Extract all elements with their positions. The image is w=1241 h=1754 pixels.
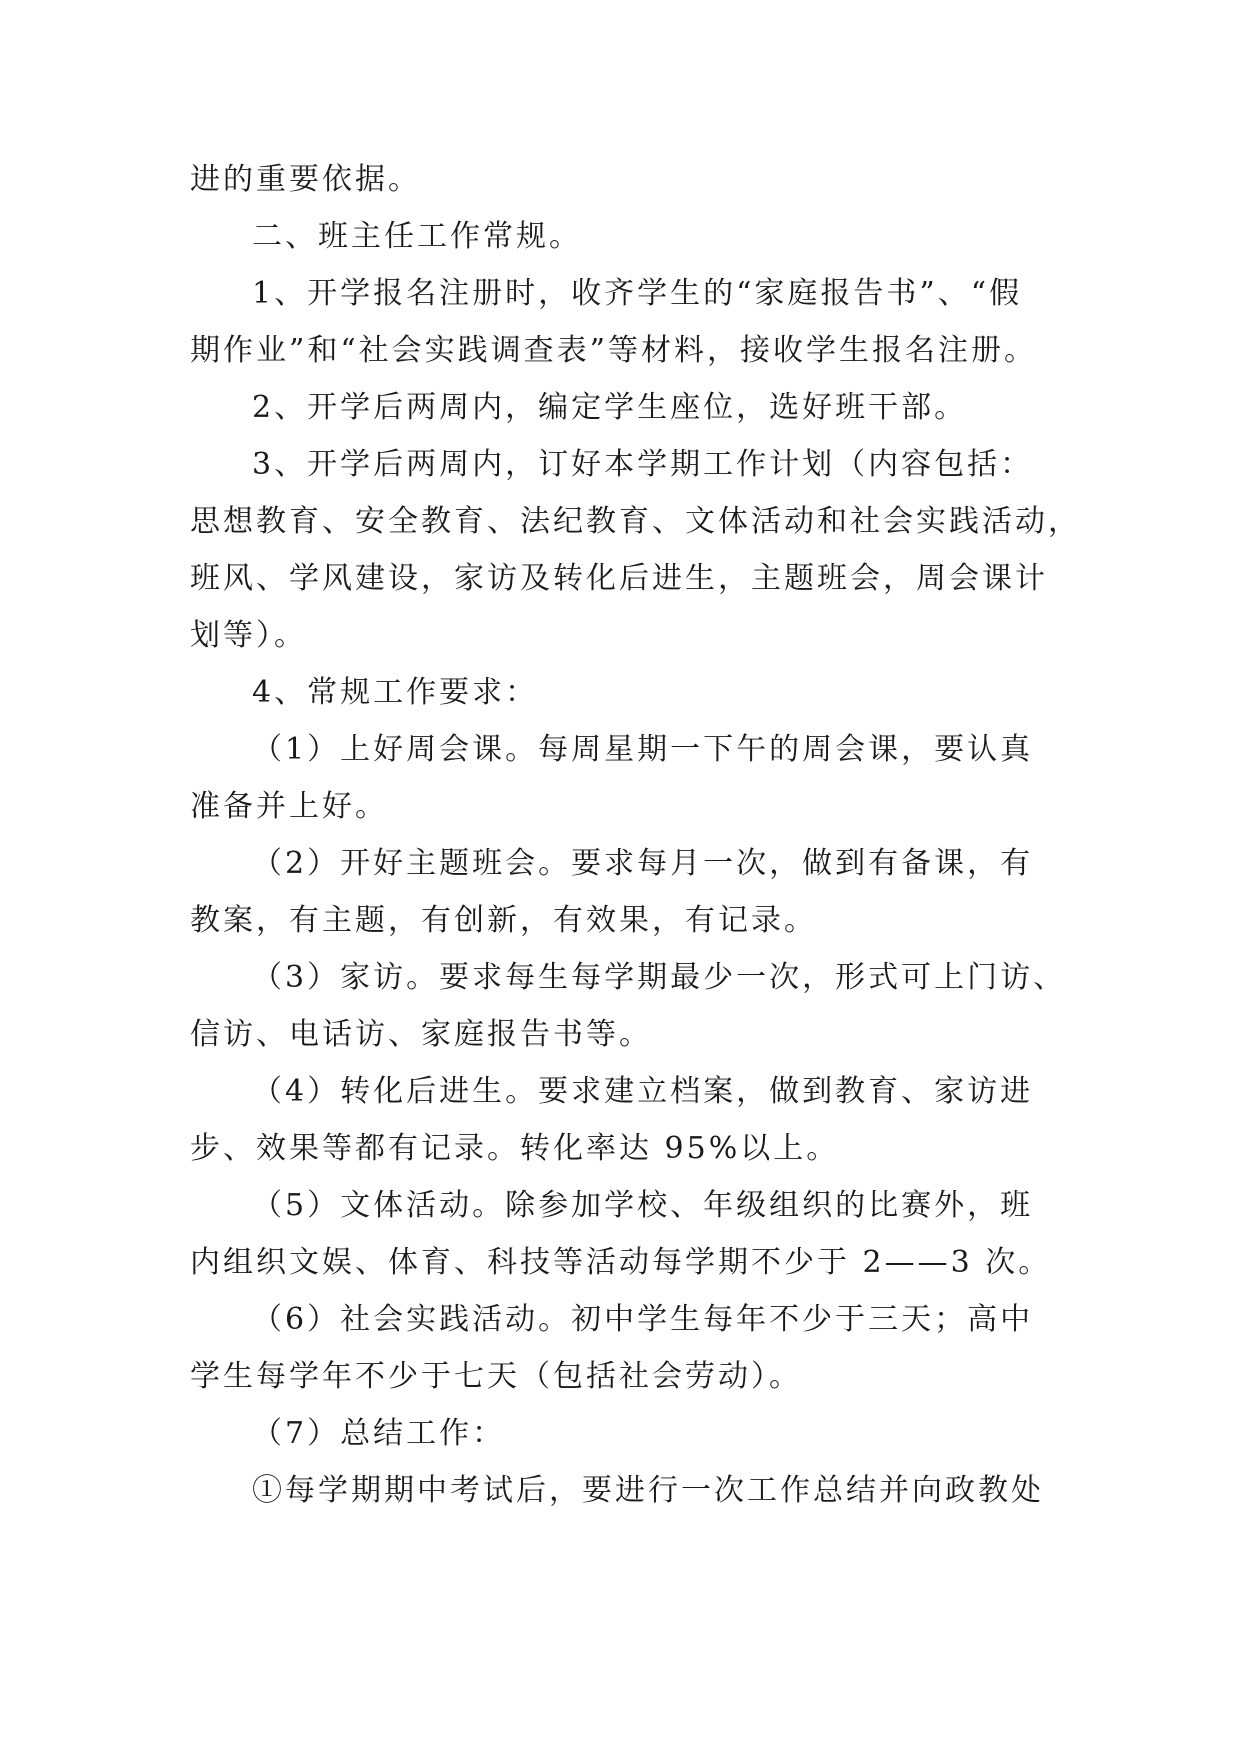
text-line: 内组织文娱、体育、科技等活动每学期不少于 2——3 次。 <box>190 1245 1052 1280</box>
text-line: 步、效果等都有记录。转化率达 95%以上。 <box>190 1131 840 1166</box>
text-line: 1、开学报名注册时，收齐学生的“家庭报告书”、“假 <box>252 276 1023 311</box>
text-line: 3、开学后两周内，订好本学期工作计划（内容包括： <box>252 447 1034 482</box>
text-line: （4）转化后进生。要求建立档案，做到教育、家访进 <box>252 1074 1034 1109</box>
section-heading: 二、班主任工作常规。 <box>252 219 582 254</box>
text-line: （7）总结工作： <box>252 1416 506 1451</box>
text-line: 思想教育、安全教育、法纪教育、文体活动和社会实践活动， <box>190 504 1081 539</box>
text-line: 准备并上好。 <box>190 789 388 824</box>
text-line: 进的重要依据。 <box>190 162 421 197</box>
text-line: 信访、电话访、家庭报告书等。 <box>190 1017 652 1052</box>
text-line: ①每学期期中考试后，要进行一次工作总结并向政教处 <box>252 1473 1044 1508</box>
text-line: 学生每学年不少于七天（包括社会劳动）。 <box>190 1359 802 1394</box>
text-line: （6）社会实践活动。初中学生每年不少于三天；高中 <box>252 1302 1034 1337</box>
text-line: （1）上好周会课。每周星期一下午的周会课，要认真 <box>252 732 1034 767</box>
text-line: 期作业”和“社会实践调查表”等材料，接收学生报名注册。 <box>190 333 1038 368</box>
text-line: （5）文体活动。除参加学校、年级组织的比赛外，班 <box>252 1188 1034 1223</box>
text-line: 划等）。 <box>190 618 307 653</box>
text-line: （2）开好主题班会。要求每月一次，做到有备课，有 <box>252 846 1034 881</box>
text-line: 2、开学后两周内，编定学生座位，选好班干部。 <box>252 390 968 425</box>
text-line: 教案，有主题，有创新，有效果，有记录。 <box>190 903 817 938</box>
text-line: 4、常规工作要求： <box>252 675 539 710</box>
text-line: （3）家访。要求每生每学期最少一次，形式可上门访、 <box>252 960 1067 995</box>
text-line: 班风、学风建设，家访及转化后进生，主题班会，周会课计 <box>190 561 1048 596</box>
